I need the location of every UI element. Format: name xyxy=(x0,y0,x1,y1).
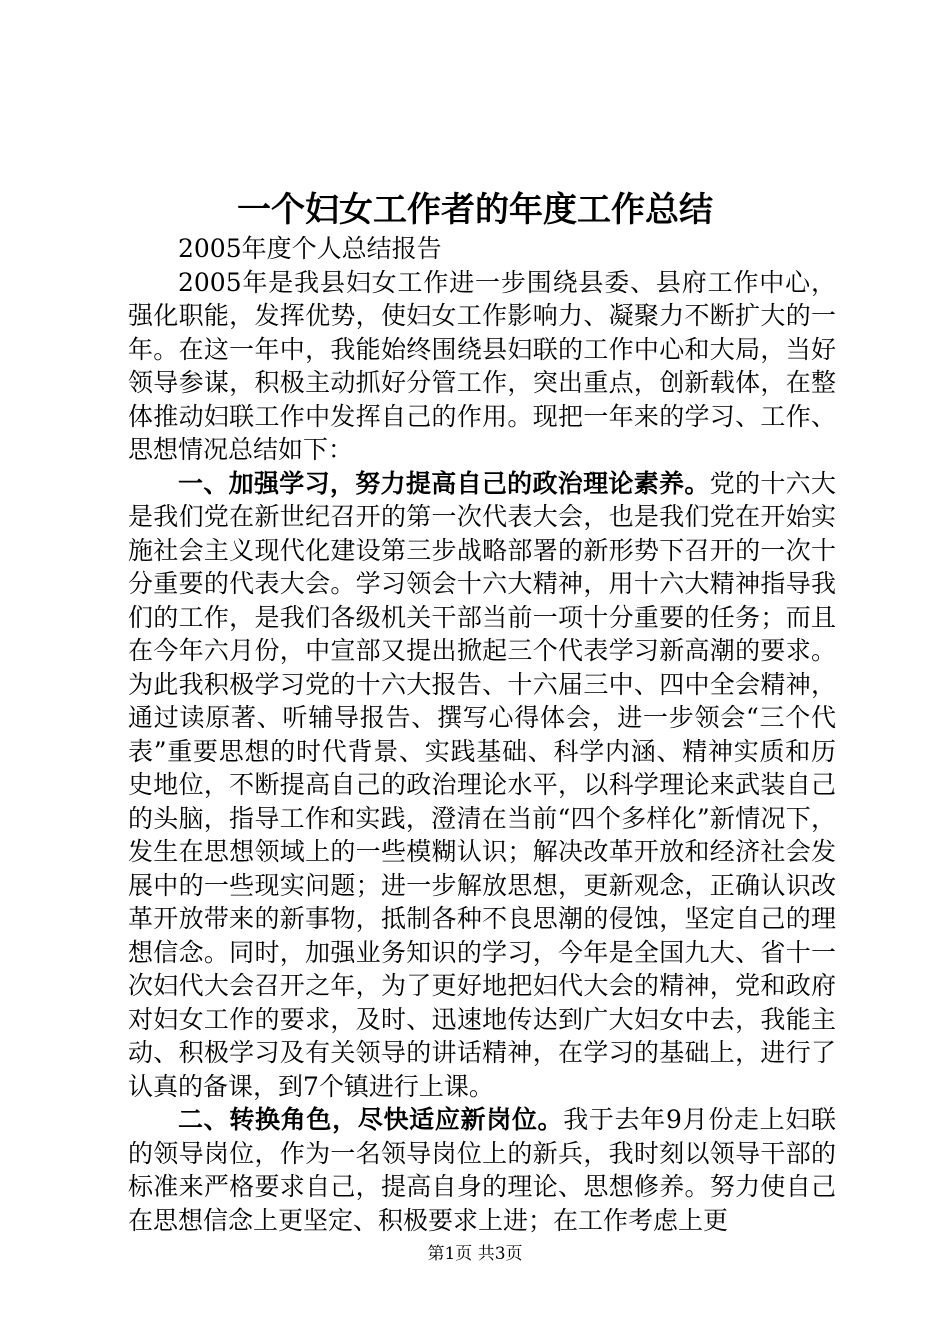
section-1-heading: 一、加强学习，努力提高自己的政治理论素养。 xyxy=(178,468,710,498)
section-2-text: 我于去年9月份走上妇联的领导岗位，作为一名领导岗位上的新兵，我时刻以领导干部的标准来严格要求自己，提高自身的理论、思想修养。努力使自己在思想信念上更坚定、积极要求上进；在工作考虑上更 xyxy=(128,1105,836,1235)
section-1-paragraph xyxy=(128,467,836,1104)
subtitle-paragraph: 2005年度个人总结报告 xyxy=(178,234,442,263)
section-1-text: 党的十六大是我们党在新世纪召开的第一次代表大会，也是我们党在开始实施社会主义现代化建设第三步战略部署的新形势下召开的一次十分重要的代表大会。学习领会十六大精神，用十六大精神指导我们的工作，是我们各级机关干部当前一项十分重要的任务；而且在今年六月份，中宣部又提出掀起三个代表学习新高潮的要求。为此我积极学习党的十六大报告、十六届三中、四中全会精神，通过读原著、听辅导报告、撰写心得体会，进一步领会“三个代表”重要思想的时代背景、实践基础、科学内涵、精神实质和历史地位，不断提高自己的政治理论水平，以科学理论来武装自己的头脑，指导工作和实践，澄清在当前“四个多样化”新情况下，发生在思想领域上的一些模糊认识；解决改革开放和经济社会发展中的一些现实问题；进一步解放思想，更新观念，正确认识改革开放带来的新事物，抵制各种不良思潮的侵蚀，坚定自己的理想信念。同时，加强业务知识的学习，今年是全国九大、省十一次妇代大会召开之年，为了更好地把妇代大会的精神，党和政府对妇女工作的要求，及时、迅速地传达到广大妇女中去，我能主动、积极学习及有关领导的讲话精神，在学习的基础上，进行了认真的备课，到7个镇进行上课。 xyxy=(128,468,836,1101)
document-body xyxy=(128,232,836,1237)
section-2-paragraph xyxy=(128,1103,836,1237)
intro-paragraph: 2005年是我县妇女工作进一步围绕县委、县府工作中心，强化职能，发挥优势，使妇女工作影响力、凝聚力不断扩大的一年。在这一年中，我能始终围绕县妇联的工作中心和大局，当好领导参谋，积极主动抓好分管工作，突出重点，创新载体，在整体推动妇联工作中发挥自己的作用。现把一年来的学习、工作、思想情况总结如下： xyxy=(128,267,836,464)
document-title: 一个妇女工作者的年度工作总结 xyxy=(237,190,713,230)
section-2-heading: 二、转换角色，尽快适应新岗位。 xyxy=(178,1105,564,1134)
page-footer: 第1页 共3页 xyxy=(427,1244,523,1264)
